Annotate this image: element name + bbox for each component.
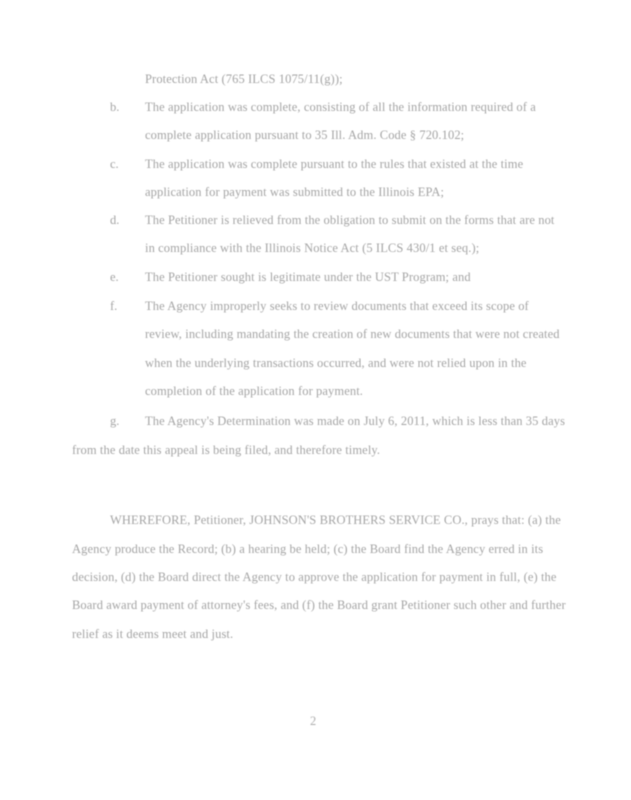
item-g-line-1: The Agency's Determination was made on July 6, 2011, which is less than 35 days	[145, 414, 566, 428]
item-f-line-4: completion of the application for payment.	[145, 384, 364, 398]
item-f-line-1: The Agency improperly seeks to review documents that exceed its scope of	[145, 299, 529, 313]
item-marker-e: e.	[110, 270, 119, 284]
prayer-line-1: WHEREFORE, Petitioner, JOHNSON'S BROTHERS SERVICE CO., prays that: (a) the	[110, 513, 561, 527]
item-marker-f: f.	[110, 299, 118, 313]
item-marker-c: c.	[110, 157, 119, 171]
item-e-line-1: The Petitioner sought is legitimate under the UST Program; and	[145, 270, 471, 284]
item-c-line-1: The application was complete pursuant to the rules that existed at the time	[145, 157, 524, 171]
item-d-line-1: The Petitioner is relieved from the obligation to submit on the forms that are not	[145, 213, 555, 227]
item-marker-g: g.	[110, 414, 120, 428]
prayer-line-2: Agency produce the Record; (b) a hearing be held; (c) the Board find the Agency erred in its	[72, 542, 544, 556]
item-marker-b: b.	[110, 100, 120, 114]
item-marker-d: d.	[110, 213, 120, 227]
prayer-line-4: Board award payment of attorney's fees, and (f) the Board grant Petitioner such other and further	[72, 598, 566, 612]
prayer-line-5: relief as it deems meet and just.	[72, 627, 234, 641]
item-c-line-2: application for payment was submitted to the Illinois EPA;	[145, 185, 445, 199]
page-number: 2	[310, 714, 317, 728]
item-f-line-2: review, including mandating the creation of new documents that were not created	[145, 327, 560, 341]
intro-line: Protection Act (765 ILCS 1075/11(g));	[145, 72, 343, 86]
item-b-line-2: complete application pursuant to 35 Ill. Adm. Code § 720.102;	[145, 128, 465, 142]
prayer-line-3: decision, (d) the Board direct the Agency to approve the application for payment in full, (e) the	[72, 570, 557, 584]
item-g-line-2: from the date this appeal is being filed, and therefore timely.	[72, 443, 381, 457]
item-b-line-1: The application was complete, consisting of all the information required of a	[145, 100, 536, 114]
item-f-line-3: when the underlying transactions occurred, and were not relied upon in the	[145, 356, 527, 370]
item-d-line-2: in compliance with the Illinois Notice Act (5 ILCS 430/1 et seq.);	[145, 241, 480, 255]
